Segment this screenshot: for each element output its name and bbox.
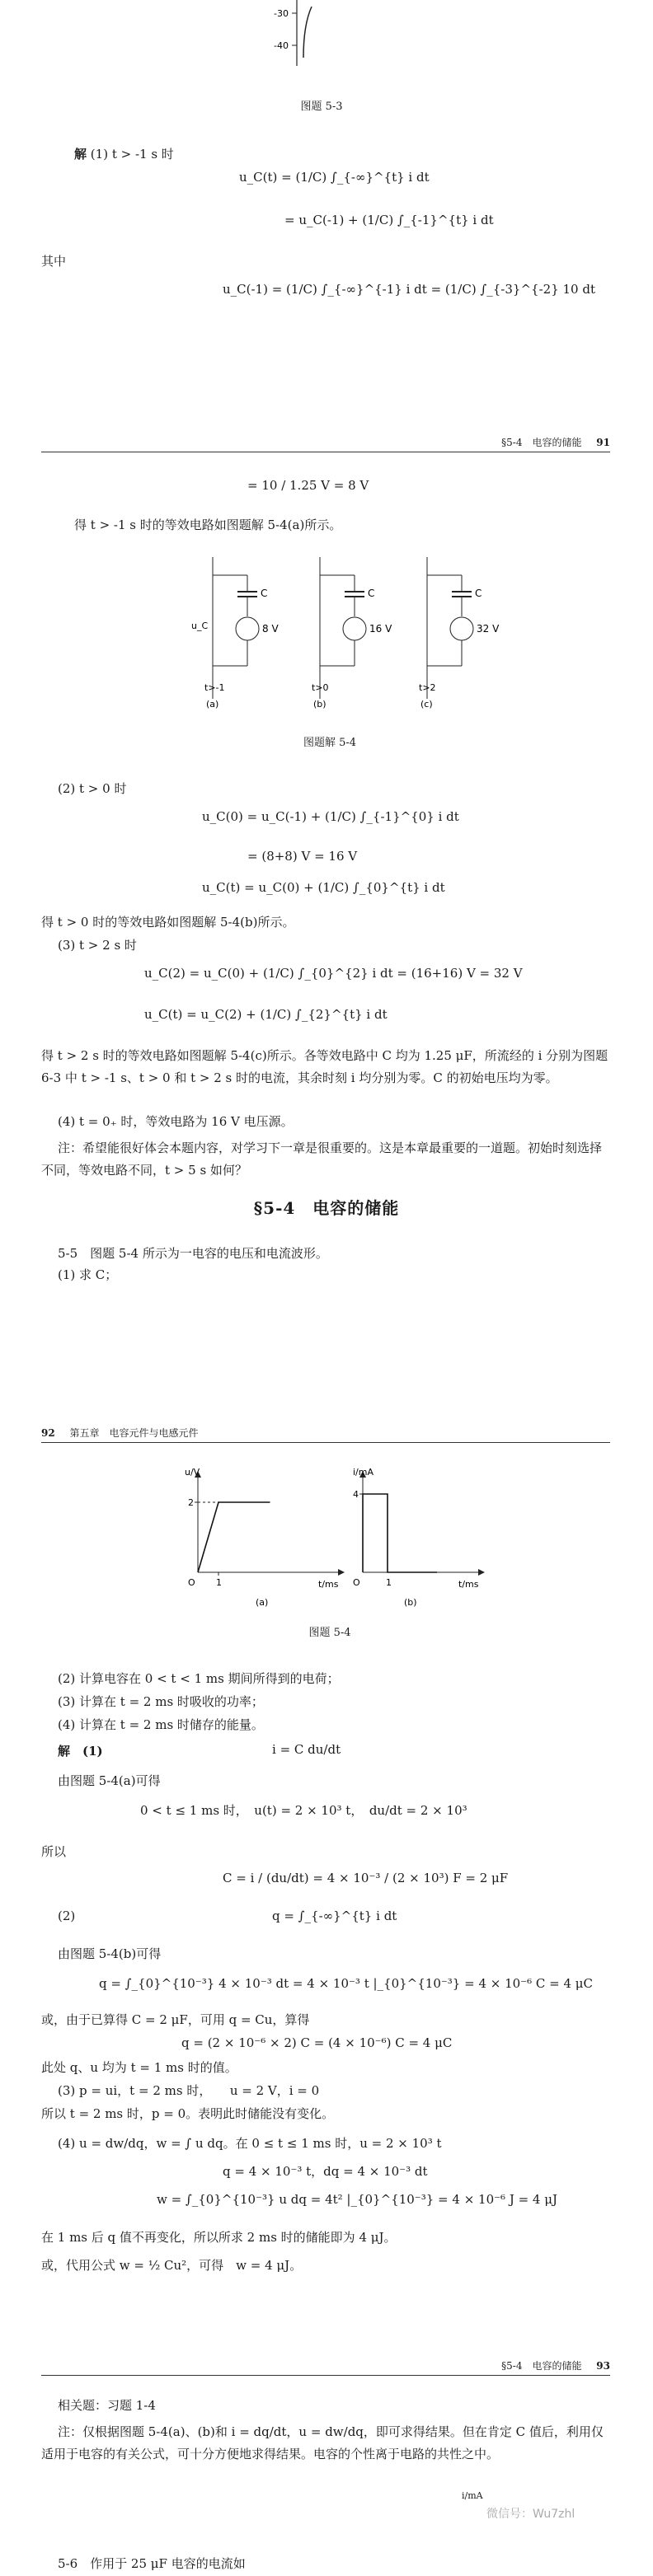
origin-label: O [353, 1577, 360, 1588]
related-problems: 相关题：习题 1-4 [58, 2398, 156, 2413]
figure-5-4 [173, 1465, 486, 1614]
equation: u_C(t) = u_C(2) + (1/C) ∫_{2}^{t} i dt [144, 1007, 388, 1022]
uc-label: u_C [191, 621, 209, 631]
equation: q = (2 × 10⁻⁶ × 2) C = (4 × 10⁻⁶) C = 4 μC [181, 2035, 453, 2050]
text-line: 所以 [41, 1844, 67, 1859]
circuit-a [191, 557, 279, 710]
cap-label: C [475, 588, 482, 599]
figure-caption: 图题解 5-4 [303, 737, 357, 749]
chart-a [185, 1467, 345, 1608]
y-axis-label: i/mA [353, 1467, 374, 1478]
voltage-label: 32 V [477, 623, 500, 635]
equation: 0 < t ≤ 1 ms 时， u(t) = 2 × 10³ t， du/dt = 2 × 10³ [140, 1803, 467, 1818]
watermark: 微信号：Wu7zhl [486, 2508, 575, 2521]
tick-label: -40 [274, 40, 289, 51]
text-line: (3) p = ui，t = 2 ms 时， u = 2 V，i = 0 [58, 2083, 320, 2098]
solution-label: 解 [74, 147, 87, 162]
cap-label: C [261, 588, 268, 599]
equation: u_C(-1) = (1/C) ∫_{-∞}^{-1} i dt = (1/C) ∫_{-3}^{-2} 10 dt [223, 282, 595, 297]
paragraph: 得 t > 2 s 时的等效电路如图题解 5-4(c)所示。各等效电路中 C 均为 1.25 μF，所流经的 i 分别为图题 6-3 中 t > -1 s、t > 0 和 t > 2 s 时的电流，其余时刻 i 均分别为零。C 的初始电压均为零。 [41, 1048, 608, 1085]
equation: i = C du/dt [272, 1742, 341, 1757]
page-number: 93 [596, 2360, 610, 2372]
problem-item: (2) 计算电容在 0 < t < 1 ms 期间所得到的电荷； [58, 1671, 340, 1686]
circuit-c [419, 557, 500, 710]
text-line: 得 t > 0 时的等效电路如图题解 5-4(b)所示。 [41, 915, 295, 930]
equation: q = 4 × 10⁻³ t，dq = 4 × 10⁻³ dt [223, 2164, 428, 2179]
text-line: 其中 [41, 254, 67, 269]
text-line: 得 t > -1 s 时的等效电路如图题解 5-4(a)所示。 [74, 518, 342, 532]
equation: C = i / (du/dt) = 4 × 10⁻³ / (2 × 10³) F = 2 μF [223, 1871, 509, 1885]
chart-b [353, 1467, 485, 1608]
running-head: 第五章 电容元件与电感元件 [69, 1427, 199, 1439]
text-line: 或，代用公式 w = ½ Cu²，可得 w = 4 μJ。 [41, 2258, 303, 2273]
current-series-line [363, 1494, 437, 1572]
equation: q = ∫_{-∞}^{t} i dt [272, 1909, 397, 1923]
running-head: §5-4 电容的储能 [501, 437, 582, 448]
equation: q = ∫_{0}^{10⁻³} 4 × 10⁻³ dt = 4 × 10⁻³ t |_{0}^{10⁻³} = 4 × 10⁻⁶ C = 4 μC [99, 1976, 594, 1991]
text-line: (4) u = dw/dq，w = ∫ u dq。在 0 ≤ t ≤ 1 ms 时，u = 2 × 10³ t [58, 2136, 442, 2151]
condition-label: t>0 [312, 682, 329, 693]
equation: u_C(t) = (1/C) ∫_{-∞}^{t} i dt [239, 170, 430, 185]
solution-item-2: (2) t > 0 时 [58, 781, 127, 796]
figure-caption: 图题 5-4 [308, 1627, 351, 1639]
page-header [41, 435, 610, 452]
voltage-label: 8 V [262, 623, 279, 635]
section-title: §5-4 电容的储能 [253, 1198, 400, 1218]
text-line: 此处 q、u 均为 t = 1 ms 时的值。 [41, 2060, 237, 2075]
equation: = (8+8) V = 16 V [247, 849, 358, 864]
origin-label: O [188, 1577, 195, 1588]
page-number: 92 [41, 1427, 55, 1439]
problem-item: (3) 计算在 t = 2 ms 时吸收的功率； [58, 1694, 264, 1709]
voltage-label: 16 V [369, 623, 392, 635]
equation: = 10 / 1.25 V = 8 V [247, 478, 369, 493]
note: 注：仅根据图题 5-4(a)、(b)和 i = dq/dt，u = dw/dq，即可求得结果。但在肯定 C 值后，利用仅适用于电容的有关公式，可十分方便地求得结果。电容的个性离于电路的共性之中。 [41, 2424, 604, 2461]
equation: w = ∫_{0}^{10⁻³} u dq = 4t² |_{0}^{10⁻³} = 4 × 10⁻⁶ J = 4 μJ [157, 2192, 558, 2207]
subfigure-label: (a) [256, 1597, 269, 1608]
page-header [41, 2358, 610, 2376]
text-line: 由图题 5-4(a)可得 [58, 1773, 161, 1788]
text-line: 由图题 5-4(b)可得 [58, 1946, 162, 1961]
equation: u_C(0) = u_C(-1) + (1/C) ∫_{-1}^{0} i dt [202, 809, 459, 824]
figure-fragment-label: i/mA [462, 2490, 483, 2501]
y-tick-label: 4 [353, 1489, 359, 1500]
x-axis-label: t/ms [458, 1579, 479, 1590]
y-axis-label: u/V [185, 1467, 200, 1478]
page-number: 91 [596, 437, 610, 448]
running-head: §5-4 电容的储能 [501, 2360, 582, 2372]
condition-label: t>-1 [204, 682, 225, 693]
note: 注：希望能很好体会本题内容，对学习下一章是很重要的。这是本章最重要的一道题。初始时刻选择不同，等效电路不同，t > 5 s 如何？ [41, 1140, 603, 1178]
figure-caption: 图题 5-3 [300, 101, 343, 113]
subfigure-label: (b) [313, 699, 326, 710]
problem-item: (1) 求 C； [58, 1267, 118, 1282]
text-line: 或，由于已算得 C = 2 μF，可用 q = Cu，算得 [41, 2012, 310, 2027]
page-header [41, 1426, 610, 1443]
item-text: (1) t > -1 s 时 [90, 147, 174, 162]
problem-5-5: 5-5 图题 5-4 所示为一电容的电压和电流波形。 [58, 1246, 328, 1261]
equation: u_C(2) = u_C(0) + (1/C) ∫_{0}^{2} i dt = (16+16) V = 32 V [144, 966, 523, 981]
tick-label: -30 [274, 8, 289, 19]
figure-5-3 [231, 0, 396, 74]
y-tick-label: 2 [188, 1497, 194, 1508]
problem-5-6: 5-6 作用于 25 μF 电容的电流如 [58, 2556, 246, 2571]
solution-item-3: (3) t > 2 s 时 [58, 938, 137, 953]
equation: = u_C(-1) + (1/C) ∫_{-1}^{t} i dt [284, 213, 494, 227]
voltage-series-line [198, 1502, 270, 1572]
solution-item-1 [74, 145, 174, 162]
solution-label: 解 (1) [58, 1744, 103, 1759]
text-line: 所以 t = 2 ms 时，p = 0。表明此时储能没有变化。 [41, 2106, 335, 2121]
figure-solution-5-4 [190, 550, 519, 715]
text-line: 在 1 ms 后 q 值不再变化，所以所求 2 ms 时的储能即为 4 μJ。 [41, 2230, 397, 2245]
x-tick-label: 1 [216, 1577, 222, 1588]
condition-label: t>2 [419, 682, 436, 693]
solution-item-2: (2) [58, 1909, 76, 1923]
subfigure-label: (b) [404, 1597, 417, 1608]
problem-item: (4) 计算在 t = 2 ms 时储存的能量。 [58, 1717, 264, 1732]
subfigure-label: (a) [206, 699, 219, 710]
circuit-b [312, 557, 392, 710]
x-axis-label: t/ms [318, 1579, 339, 1590]
solution-item-4: (4) t = 0₊ 时，等效电路为 16 V 电压源。 [58, 1114, 294, 1129]
equation: u_C(t) = u_C(0) + (1/C) ∫_{0}^{t} i dt [202, 880, 445, 895]
cap-label: C [368, 588, 375, 599]
subfigure-label: (c) [420, 699, 433, 710]
x-tick-label: 1 [386, 1577, 392, 1588]
